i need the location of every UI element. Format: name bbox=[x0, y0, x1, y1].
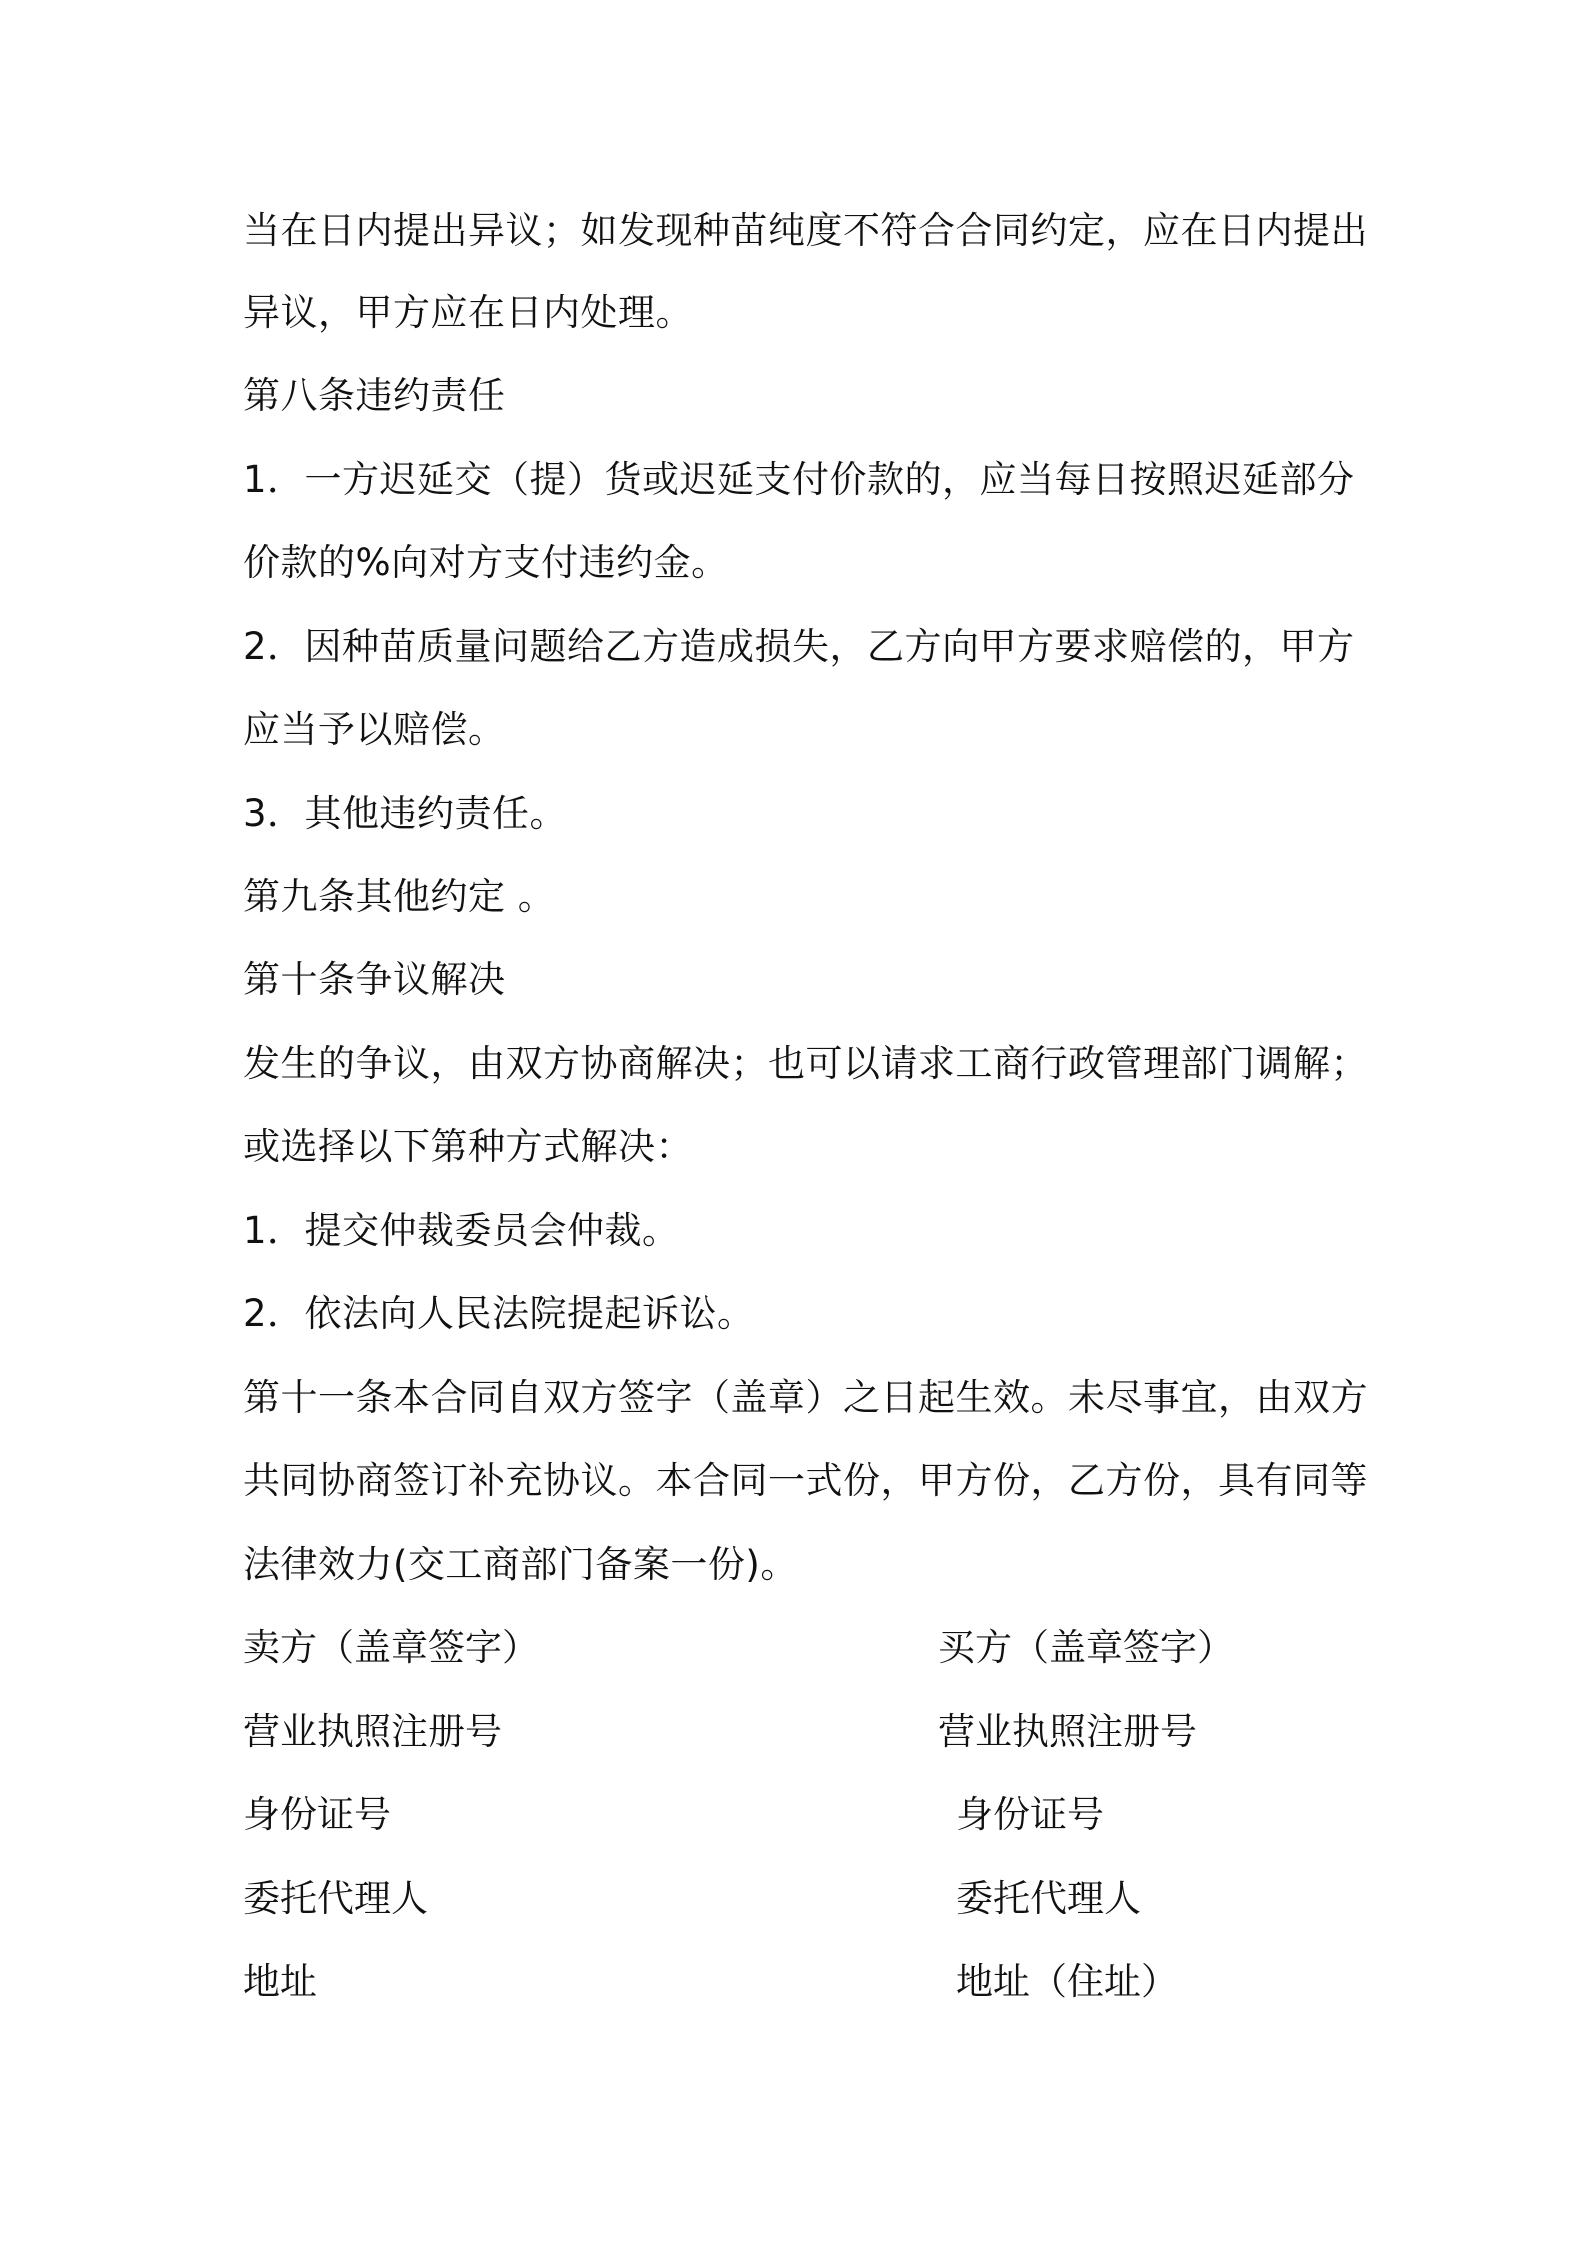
article-11-line-1: 第十一条本合同自双方签字（盖章）之日起生效。未尽事宜，由双方 bbox=[243, 1376, 1368, 1419]
body-line-7: 应当予以赔偿。 bbox=[243, 708, 506, 751]
article-11-line-2: 共同协商签订补充协议。本合同一式份，甲方份，乙方份，具有同等 bbox=[243, 1459, 1368, 1502]
buyer-license: 营业执照注册号 bbox=[938, 1710, 1197, 1753]
buyer-title: 买方（盖章签字） bbox=[938, 1626, 1234, 1669]
body-line-8: 3．其他违约责任。 bbox=[243, 792, 568, 835]
article-9-heading: 第九条其他约定 。 bbox=[243, 875, 556, 918]
seller-agent: 委托代理人 bbox=[243, 1877, 428, 1920]
body-line-4: 1．一方迟延交（提）货或迟延支付价款的，应当每日按照迟延部分 bbox=[243, 458, 1355, 501]
body-line-13: 1．提交仲裁委员会仲裁。 bbox=[243, 1209, 680, 1252]
article-10-heading: 第十条争议解决 bbox=[243, 958, 506, 1001]
seller-license: 营业执照注册号 bbox=[243, 1710, 502, 1753]
buyer-agent: 委托代理人 bbox=[956, 1877, 1141, 1920]
body-line-12: 或选择以下第种方式解决： bbox=[243, 1125, 693, 1168]
seller-title: 卖方（盖章签字） bbox=[243, 1626, 539, 1669]
body-line-6: 2．因种苗质量问题给乙方造成损失，乙方向甲方要求赔偿的，甲方 bbox=[243, 625, 1355, 668]
article-11-line-3: 法律效力(交工商部门备案一份)。 bbox=[243, 1543, 798, 1586]
seller-address: 地址 bbox=[243, 1960, 317, 2003]
article-8-heading: 第八条违约责任 bbox=[243, 374, 506, 417]
body-line-11: 发生的争议，由双方协商解决；也可以请求工商行政管理部门调解； bbox=[243, 1042, 1368, 1085]
body-line-1: 当在日内提出异议；如发现种苗纯度不符合合同约定，应在日内提出 bbox=[243, 209, 1368, 252]
body-line-5: 价款的%向对方支付违约金。 bbox=[243, 541, 729, 584]
buyer-address: 地址（住址） bbox=[956, 1960, 1178, 2003]
buyer-id-number: 身份证号 bbox=[956, 1793, 1104, 1836]
body-line-2: 异议，甲方应在日内处理。 bbox=[243, 291, 693, 334]
body-line-14: 2．依法向人民法院提起诉讼。 bbox=[243, 1292, 755, 1335]
seller-id-number: 身份证号 bbox=[243, 1793, 391, 1836]
